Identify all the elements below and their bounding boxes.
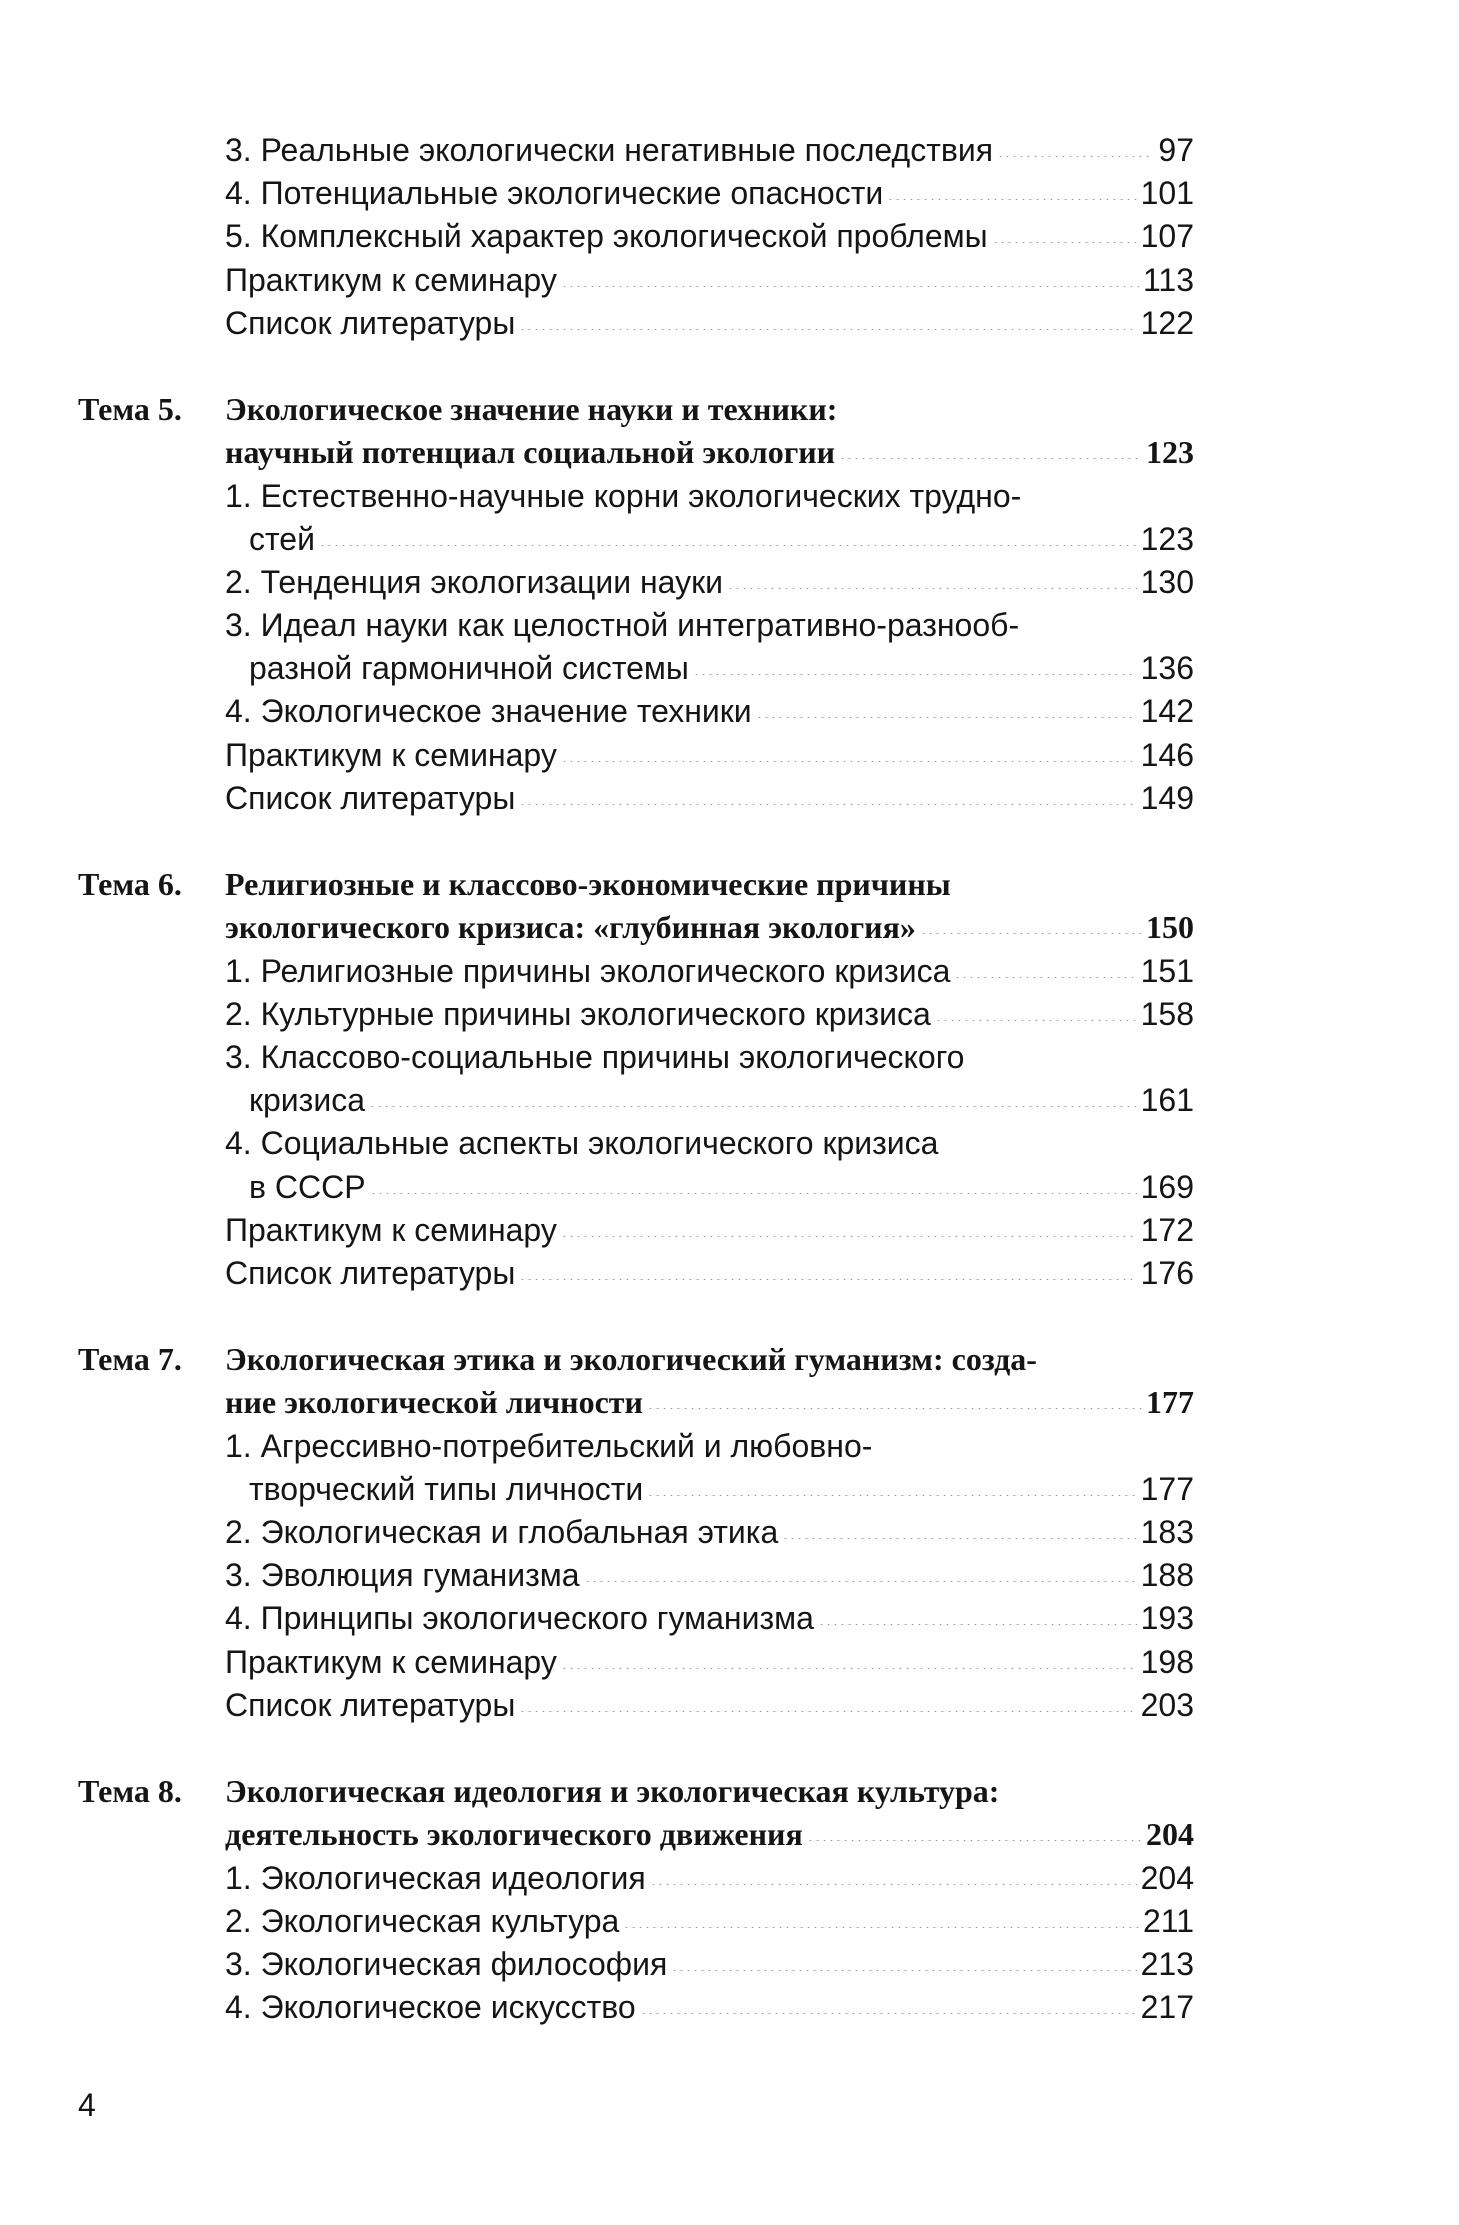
toc-line xyxy=(0,1338,1459,1381)
toc-line xyxy=(0,906,1459,949)
page-ref: 123 xyxy=(1146,434,1194,471)
page-ref: 97 xyxy=(1158,132,1194,168)
entry-title: 2. Культурные причины экологического кризиса xyxy=(225,995,931,1032)
topic-label: Тема 8. xyxy=(78,1773,182,1810)
page-ref: 149 xyxy=(1140,779,1194,816)
page-ref: 123 xyxy=(1140,520,1194,557)
page-ref: 193 xyxy=(1140,1600,1194,1637)
toc-entry xyxy=(0,1857,1459,1900)
dot-leader xyxy=(561,1668,1137,1669)
toc-entry xyxy=(0,1511,1459,1554)
toc-line xyxy=(0,1468,1459,1511)
toc-line xyxy=(0,1166,1459,1209)
toc-entry xyxy=(0,1597,1459,1640)
entry-title: разной гармоничной системы xyxy=(249,650,689,687)
page-ref: 177 xyxy=(1140,1470,1194,1507)
toc-entry xyxy=(0,604,1459,690)
topic-label: Тема 7. xyxy=(78,1341,182,1378)
toc-line xyxy=(0,1511,1459,1554)
entry-title: кризиса xyxy=(249,1082,366,1119)
toc-entry xyxy=(0,1425,1459,1511)
dot-leader xyxy=(693,674,1137,675)
toc-line xyxy=(0,1425,1459,1468)
toc-line xyxy=(0,1900,1459,1943)
entry-title: Практикум к семинару xyxy=(225,1211,557,1248)
dot-leader xyxy=(756,717,1137,718)
toc-entry xyxy=(0,1900,1459,1943)
toc-entry xyxy=(0,1554,1459,1597)
entry-title: творческий типы личности xyxy=(249,1470,644,1507)
dot-leader xyxy=(519,804,1136,805)
entry-title: Практикум к семинару xyxy=(225,736,557,773)
page-ref: 161 xyxy=(1140,1082,1194,1119)
entry-title: 2. Экологическая культура xyxy=(225,1902,620,1939)
toc-line xyxy=(0,647,1459,690)
entry-title: Список литературы xyxy=(225,1686,516,1723)
toc-section xyxy=(0,388,1459,820)
toc-line xyxy=(0,1079,1459,1122)
entry-title: Религиозные и классово-экономические причины xyxy=(225,866,951,903)
entry-title: 5. Комплексный характер экологической проблемы xyxy=(225,218,988,255)
page-ref: 183 xyxy=(1140,1514,1194,1550)
page-ref: 101 xyxy=(1140,175,1194,212)
entry-title: Экологическая идеология и экологическая культура: xyxy=(225,1773,1000,1810)
toc-entry xyxy=(0,1122,1459,1208)
page-ref: 204 xyxy=(1140,1859,1194,1896)
toc-entry xyxy=(0,690,1459,733)
toc-line xyxy=(0,1036,1459,1079)
dot-leader xyxy=(519,329,1136,330)
dot-leader xyxy=(561,1236,1137,1237)
entry-title: 3. Эволюция гуманизма xyxy=(225,1557,580,1594)
toc-line xyxy=(0,1943,1459,1986)
dot-leader xyxy=(727,588,1137,589)
toc-line xyxy=(0,388,1459,431)
entry-title: 1. Экологическая идеология xyxy=(225,1859,646,1896)
toc-section xyxy=(0,1338,1459,1727)
entry-title: 3. Реальные экологически негативные последствия xyxy=(225,132,994,168)
page-ref: 146 xyxy=(1140,736,1194,773)
dot-leader xyxy=(920,933,1142,934)
page-ref: 203 xyxy=(1140,1686,1194,1723)
toc-line xyxy=(0,1641,1459,1684)
table-of-contents xyxy=(0,129,1459,2072)
toc-line xyxy=(0,993,1459,1036)
toc-line xyxy=(0,1252,1459,1295)
topic-label: Тема 5. xyxy=(78,391,182,428)
toc-entry xyxy=(0,561,1459,604)
dot-leader xyxy=(671,1970,1136,1971)
toc-entry xyxy=(0,1986,1459,2029)
page-ref: 122 xyxy=(1140,304,1194,341)
toc-line xyxy=(0,302,1459,345)
dot-leader xyxy=(839,458,1142,459)
dot-leader xyxy=(647,1408,1142,1409)
toc-entry xyxy=(0,215,1459,258)
entry-title: 2. Экологическая и глобальная этика xyxy=(225,1514,779,1550)
toc-entry xyxy=(0,1252,1459,1295)
page-ref: 130 xyxy=(1140,563,1194,600)
toc-section xyxy=(0,129,1459,345)
dot-leader xyxy=(650,1884,1137,1885)
toc-line xyxy=(0,1986,1459,2029)
dot-leader xyxy=(782,1538,1136,1539)
toc-entry xyxy=(0,1036,1459,1122)
entry-title: 3. Идеал науки как целостной интегративно-разнооб- xyxy=(225,607,1020,644)
toc-section xyxy=(0,863,1459,1295)
dot-leader xyxy=(954,977,1136,978)
dot-leader xyxy=(519,1279,1136,1280)
toc-entry xyxy=(0,777,1459,820)
toc-line xyxy=(0,690,1459,733)
toc-line xyxy=(0,734,1459,777)
page-ref: 136 xyxy=(1140,650,1194,687)
dot-leader xyxy=(561,761,1137,762)
toc-line xyxy=(0,1770,1459,1813)
page-ref: 107 xyxy=(1140,218,1194,255)
entry-title: 4. Потенциальные экологические опасности xyxy=(225,175,884,212)
toc-entry xyxy=(0,993,1459,1036)
toc-line xyxy=(0,777,1459,820)
page-ref: 204 xyxy=(1146,1816,1194,1853)
entry-title: 2. Тенденция экологизации науки xyxy=(225,563,723,600)
entry-title: 1. Религиозные причины экологического кризиса xyxy=(225,952,951,989)
entry-title: 4. Принципы экологического гуманизма xyxy=(225,1600,814,1637)
dot-leader xyxy=(369,1106,1137,1107)
entry-title: Практикум к семинару xyxy=(225,261,557,298)
toc-entry xyxy=(0,1943,1459,1986)
toc-line xyxy=(0,1209,1459,1252)
toc-line xyxy=(0,1684,1459,1727)
dot-leader xyxy=(997,156,1154,157)
toc-line xyxy=(0,172,1459,215)
toc-entry xyxy=(0,172,1459,215)
dot-leader xyxy=(935,1020,1137,1021)
toc-line xyxy=(0,129,1459,172)
dot-leader xyxy=(319,545,1137,546)
entry-title: Список литературы xyxy=(225,1254,516,1291)
toc-line xyxy=(0,215,1459,258)
entry-title: Экологическая этика и экологический гуманизм: созда- xyxy=(225,1341,1037,1378)
entry-title: Экологическое значение науки и техники: xyxy=(225,391,838,428)
page-ref: 217 xyxy=(1140,1989,1194,2026)
page-ref: 113 xyxy=(1142,261,1194,298)
toc-entry xyxy=(0,302,1459,345)
toc-section xyxy=(0,1770,1459,2029)
page-ref: 151 xyxy=(1140,952,1194,989)
page-ref: 213 xyxy=(1140,1945,1194,1982)
toc-entry xyxy=(0,129,1459,172)
dot-leader xyxy=(561,286,1139,287)
toc-line xyxy=(0,259,1459,302)
toc-line xyxy=(0,1597,1459,1640)
dot-leader xyxy=(623,1927,1139,1928)
dot-leader xyxy=(519,1711,1136,1712)
entry-title: 1. Естественно-научные корни экологических трудно- xyxy=(225,477,1022,514)
toc-line xyxy=(0,1813,1459,1856)
toc-line xyxy=(0,1381,1459,1424)
entry-title: 4. Экологическое значение техники xyxy=(225,693,752,730)
page-ref: 177 xyxy=(1146,1384,1194,1421)
toc-line xyxy=(0,863,1459,906)
dot-leader xyxy=(647,1495,1136,1496)
page-ref: 176 xyxy=(1140,1254,1194,1291)
page-ref: 211 xyxy=(1142,1902,1194,1939)
toc-entry xyxy=(0,259,1459,302)
entry-title: Список литературы xyxy=(225,304,516,341)
toc-line xyxy=(0,431,1459,474)
toc-line xyxy=(0,475,1459,518)
toc-entry xyxy=(0,475,1459,561)
dot-leader xyxy=(818,1624,1137,1625)
toc-line xyxy=(0,1857,1459,1900)
entry-title: 3. Классово-социальные причины экологического xyxy=(225,1038,965,1075)
page-ref: 142 xyxy=(1140,693,1194,730)
toc-entry xyxy=(0,950,1459,993)
entry-title: 1. Агрессивно-потребительский и любовно- xyxy=(225,1427,873,1464)
page-ref: 169 xyxy=(1140,1168,1194,1205)
dot-leader xyxy=(807,1840,1142,1841)
page-ref: 158 xyxy=(1140,995,1194,1032)
entry-title: Список литературы xyxy=(225,779,516,816)
toc-line xyxy=(0,561,1459,604)
toc-line xyxy=(0,1554,1459,1597)
page-ref: 188 xyxy=(1140,1557,1194,1594)
toc-entry xyxy=(0,1209,1459,1252)
entry-title: ние экологической личности xyxy=(225,1384,643,1421)
toc-entry xyxy=(0,1684,1459,1727)
dot-leader xyxy=(370,1193,1137,1194)
page-ref: 198 xyxy=(1140,1643,1194,1680)
entry-title: 4. Экологическое искусство xyxy=(225,1989,636,2026)
topic-label: Тема 6. xyxy=(78,866,182,903)
toc-entry xyxy=(0,1641,1459,1684)
entry-title: деятельность экологического движения xyxy=(225,1816,803,1853)
dot-leader xyxy=(992,242,1137,243)
toc-line xyxy=(0,1122,1459,1165)
dot-leader xyxy=(640,2013,1137,2014)
page-ref: 150 xyxy=(1146,909,1194,946)
dot-leader xyxy=(584,1581,1137,1582)
entry-title: в СССР xyxy=(249,1168,366,1205)
toc-entry xyxy=(0,734,1459,777)
entry-title: 4. Социальные аспекты экологического кризиса xyxy=(225,1125,939,1162)
entry-title: 3. Экологическая философия xyxy=(225,1945,668,1982)
toc-line xyxy=(0,604,1459,647)
toc-line xyxy=(0,950,1459,993)
entry-title: научный потенциал социальной экологии xyxy=(225,434,836,471)
toc-line xyxy=(0,518,1459,561)
page-ref: 172 xyxy=(1140,1211,1194,1248)
entry-title: стей xyxy=(249,520,315,557)
entry-title: Практикум к семинару xyxy=(225,1643,557,1680)
dot-leader xyxy=(887,199,1136,200)
page-number: 4 xyxy=(78,2087,96,2123)
entry-title: экологического кризиса: «глубинная экология» xyxy=(225,909,916,946)
